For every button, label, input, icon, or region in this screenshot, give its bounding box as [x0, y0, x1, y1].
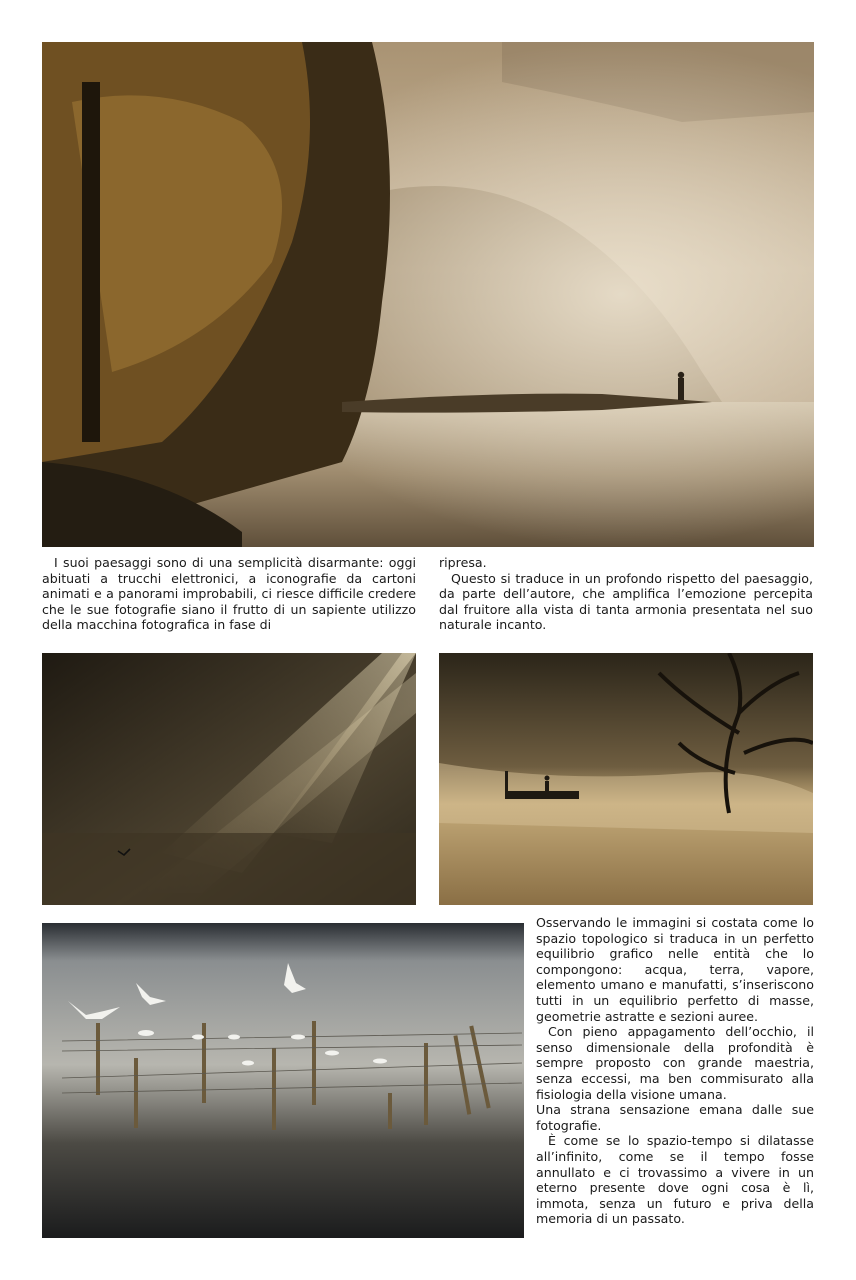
paragraph-3: Osservando le immagini si costata come lo spazio topologico si traduca in un perfetto equilibrio grafico nelle entità che lo compongono: acqua, terra, vapore, elemento umano e manufatti, s’inseriscono tutti in un equilibrio perfetto di masse, geometrie astratte e sezioni auree.: [536, 915, 814, 1024]
paragraph-1-end: ripresa.: [439, 555, 487, 570]
paragraph-6: È come se lo spazio-tempo si dilatasse all’infinito, come se il tempo fosse annullato e ci trovassimo a vivere in un eterno presente dove ogni cosa è lì, immota, senza un futuro e priva della memoria di un passato.: [536, 1133, 814, 1227]
paragraph-5: Una strana sensazione emana dalle sue fotografie.: [536, 1102, 814, 1133]
misty-lake-photo: [42, 42, 814, 547]
sun-rays-photo: [42, 653, 416, 905]
paragraph-4: Con pieno appagamento dell’occhio, il senso dimensionale della profondità è sempre proposto con grande maestria, senza eccessi, ma ben commisurato alla fisiologia della visione umana.: [536, 1024, 814, 1102]
text-column-bottom: [536, 915, 814, 1227]
paragraph-1: I suoi paesaggi sono di una semplicità disarmante: oggi abituati a trucchi elettronici, a iconografie da cartoni animati e a panorami improbabili, ci riesce difficile credere che le sue fotografie siano il frutto di un sapiente utilizzo della macchina fotografica in fase di: [42, 555, 416, 633]
text-column-right: [439, 555, 813, 633]
misty-pier-photo: [439, 653, 813, 905]
paragraph-2: Questo si traduce in un profondo rispetto del paesaggio, da parte dell’autore, che amplifica l’emozione percepita dal fruitore alla vista di tanta armonia presentata nel suo naturale incanto.: [439, 570, 813, 633]
text-column-left: [42, 555, 416, 633]
gulls-lake-photo: [42, 923, 524, 1238]
